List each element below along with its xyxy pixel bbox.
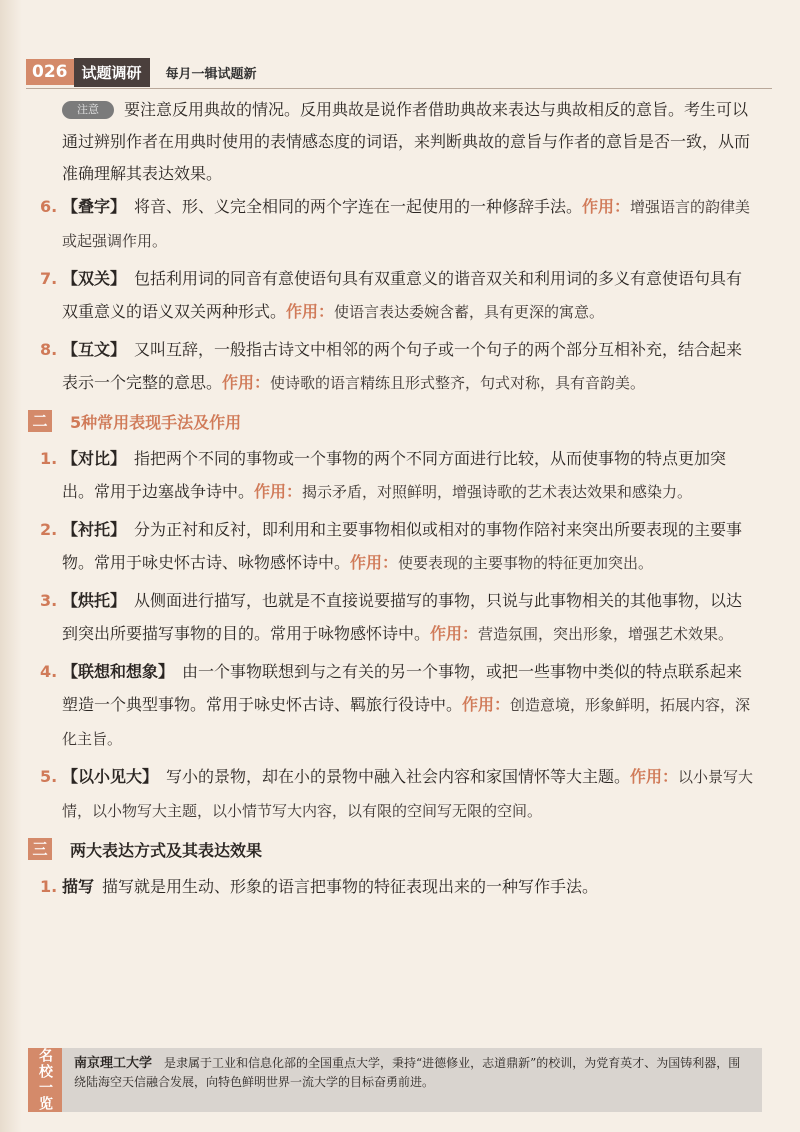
- effect-label: 作用：: [350, 553, 399, 572]
- item-desc: 又叫互辞，一般指古诗文中相邻的两个句子或一个句子的两个部分互相补充，结合起来表示一个完整的意思。: [62, 340, 743, 392]
- item-effect: 揭示矛盾，对照鲜明，增强诗歌的艺术表达效果和感染力。: [302, 483, 693, 501]
- item-term: 【互文】: [62, 340, 127, 359]
- effect-label: 作用：: [462, 695, 511, 714]
- list-item: [40, 190, 758, 258]
- tip-text: 要注意反用典故的情况。反用典故是说作者借助典故来表达与典故相反的意旨。考生可以通过辨别作者在用典时使用的表情感态度的词语，来判断典故的意旨与作者的意旨是否一致，从而准确理解其表达效果。: [62, 100, 751, 183]
- item-number: 3.: [40, 591, 58, 610]
- list-item: [40, 655, 758, 756]
- item-effect: 增强语言的韵律美或起强调作用。: [62, 198, 751, 250]
- tip-paragraph: [62, 94, 758, 190]
- item-number: 1.: [40, 877, 58, 896]
- item-effect: 营造氛围，突出形象，增强艺术效果。: [478, 625, 734, 643]
- footer-tab: 名校一览: [28, 1048, 62, 1112]
- item-effect: 使要表现的主要事物的特征更加突出。: [398, 554, 654, 572]
- effect-label: 作用：: [582, 197, 631, 216]
- item-number: 1.: [40, 449, 58, 468]
- list-item: [40, 442, 758, 509]
- footer-text: [62, 1048, 762, 1091]
- item-effect: 以小景写大情，以小物写大主题，以小情节写大内容，以有限的空间写无限的空间。: [62, 768, 754, 820]
- effect-label: 作用：: [630, 767, 679, 786]
- tip-badge: 注意: [62, 101, 114, 119]
- section-title: 5种常用表现手法及作用: [70, 412, 242, 432]
- item-term: 【烘托】: [62, 591, 127, 610]
- item-number: 4.: [40, 662, 58, 681]
- item-desc: 包括利用词的同音有意使语句具有双重意义的谐音双关和利用词的多义有意使语句具有双重意义的语义双关两种形式。: [62, 269, 743, 321]
- item-effect: 使语言表达委婉含蓄，具有更深的寓意。: [334, 303, 605, 321]
- page-gutter: [0, 0, 22, 1132]
- page-header: [26, 56, 257, 88]
- series-title: 每月一辑试题新: [165, 66, 257, 82]
- effect-label: 作用：: [286, 302, 335, 321]
- item-effect: 使诗歌的语言精练且形式整齐，句式对称，具有音韵美。: [270, 374, 646, 392]
- item-desc: 写小的景物，却在小的景物中融入社会内容和家国情怀等大主题。: [166, 767, 631, 786]
- section-heading: [28, 404, 758, 438]
- section-number: 二: [28, 410, 52, 432]
- item-desc: 将音、形、义完全相同的两个字连在一起使用的一种修辞手法。: [134, 197, 583, 216]
- item-desc: 由一个事物联想到与之有关的另一个事物，或把一些事物中类似的特点联系起来塑造一个典型事物。常用于咏史怀古诗、羁旅行役诗中。: [62, 662, 743, 714]
- effect-label: 作用：: [430, 624, 479, 643]
- item-term: 【双关】: [62, 269, 127, 288]
- item-term: 描写: [62, 877, 95, 896]
- list-item: [40, 262, 758, 329]
- list-item: [40, 870, 758, 903]
- header-divider: [26, 88, 772, 89]
- item-term: 【对比】: [62, 449, 127, 468]
- item-term: 【衬托】: [62, 520, 127, 539]
- item-effect: 创造意境，形象鲜明，拓展内容，深化主旨。: [62, 696, 751, 748]
- item-desc: 从侧面进行描写，也就是不直接说要描写的事物，只说与此事物相关的其他事物，以达到突出所要描写事物的目的。常用于咏物感怀诗中。: [62, 591, 743, 643]
- item-number: 7.: [40, 269, 58, 288]
- section-number: 三: [28, 838, 52, 860]
- list-item: [40, 584, 758, 651]
- item-desc: 描写就是用生动、形象的语言把事物的特征表现出来的一种写作手法。: [102, 877, 599, 896]
- effect-label: 作用：: [254, 482, 303, 501]
- item-number: 2.: [40, 520, 58, 539]
- item-number: 6.: [40, 197, 58, 216]
- item-number: 5.: [40, 767, 58, 786]
- university-name: 南京理工大学: [74, 1056, 153, 1071]
- section-tag: 试题调研: [74, 58, 150, 87]
- list-item: [40, 513, 758, 580]
- footer-info-box: [37, 1048, 762, 1112]
- section-title: 两大表达方式及其表达效果: [70, 840, 263, 860]
- page-number: 026: [26, 59, 74, 85]
- section-heading: [28, 832, 758, 866]
- item-term: 【联想和想象】: [62, 662, 175, 681]
- item-term: 【叠字】: [62, 197, 127, 216]
- item-desc: 指把两个不同的事物或一个事物的两个不同方面进行比较，从而使事物的特点更加突出。常用于边塞战争诗中。: [62, 449, 727, 501]
- main-content: [32, 94, 758, 907]
- list-item: [40, 333, 758, 400]
- effect-label: 作用：: [222, 373, 271, 392]
- list-item: [40, 760, 758, 828]
- item-number: 8.: [40, 340, 58, 359]
- university-desc: 是隶属于工业和信息化部的全国重点大学，秉持“进德修业，志道鼎新”的校训，为党育英才、为国铸利器，围绕陆海空天信融合发展，向特色鲜明世界一流大学的目标奋勇前进。: [74, 1056, 741, 1089]
- item-desc: 分为正衬和反衬，即利用和主要事物相似或相对的事物作陪衬来突出所要表现的主要事物。常用于咏史怀古诗、咏物感怀诗中。: [62, 520, 743, 572]
- item-term: 【以小见大】: [62, 767, 159, 786]
